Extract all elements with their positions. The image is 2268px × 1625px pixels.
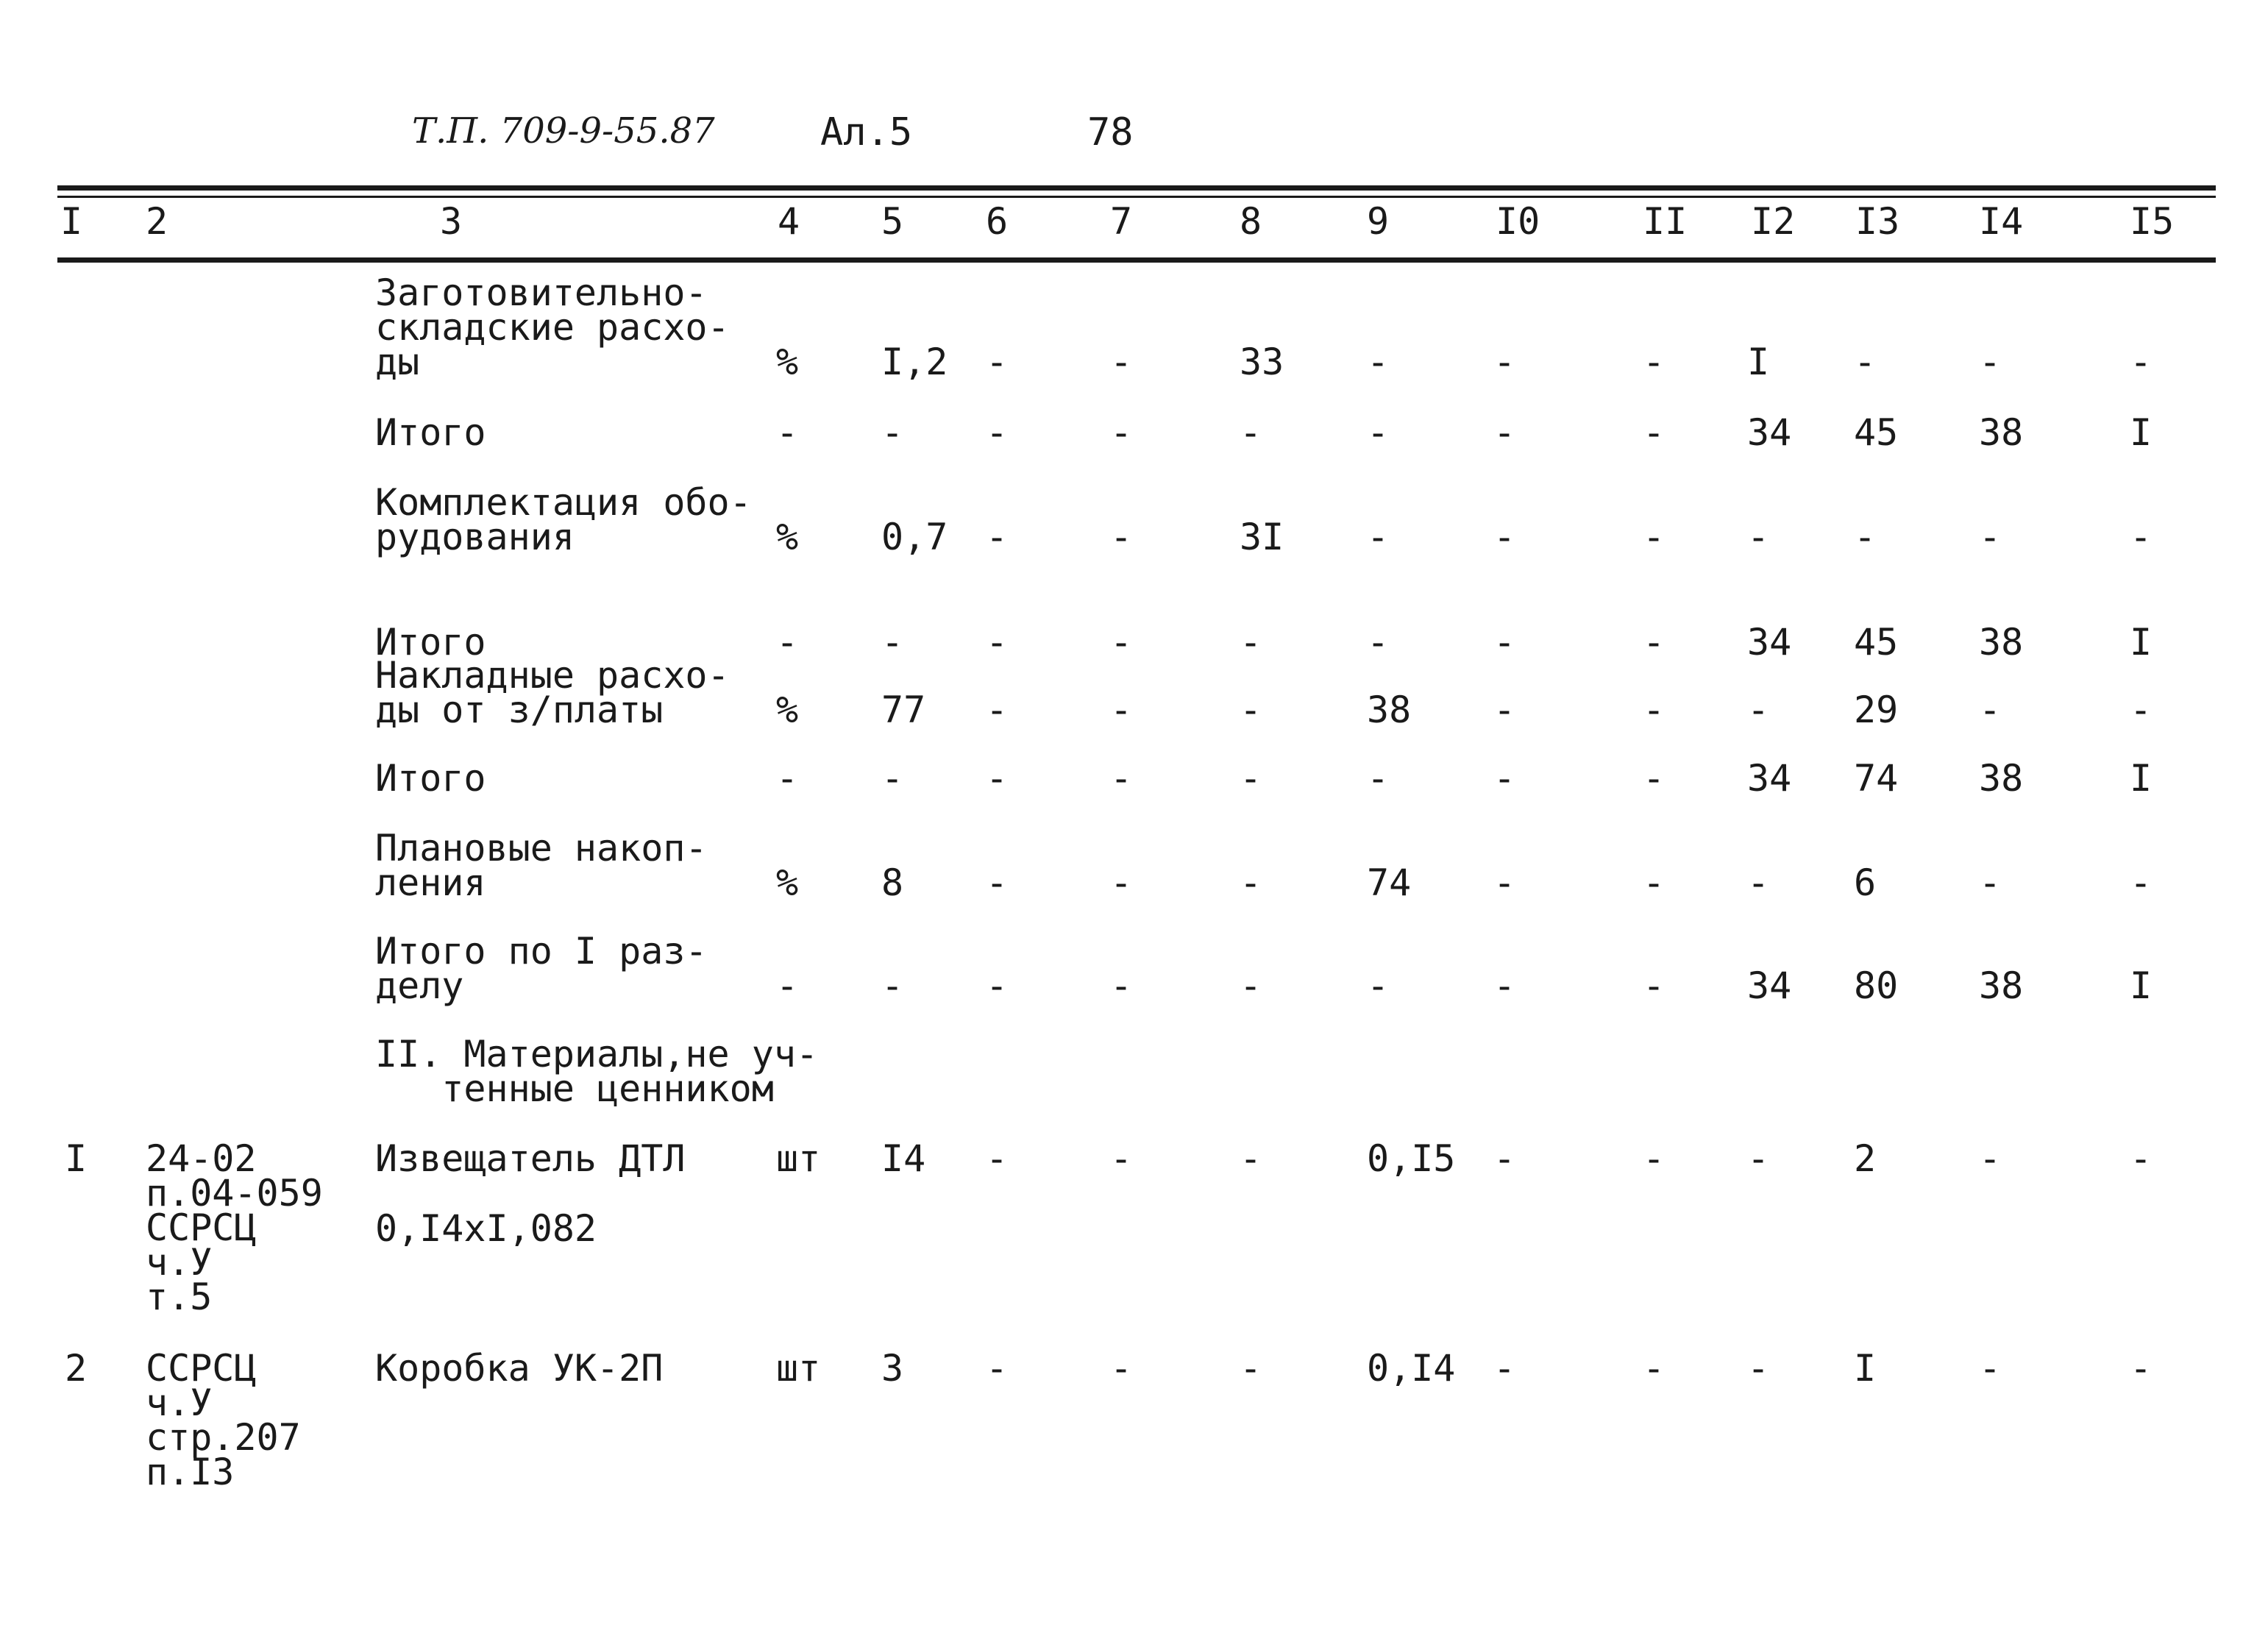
table-cell: 34 (1747, 621, 1792, 664)
table-cell: - (1240, 964, 1262, 1007)
table-cell: 29 (1854, 689, 1899, 731)
table-cell: - (1643, 964, 1666, 1007)
table-cell: 38 (1979, 964, 2024, 1007)
table-cell: - (1643, 621, 1666, 664)
table-cell: - (776, 621, 799, 664)
table-cell: - (1367, 411, 1390, 454)
table-cell: - (1979, 689, 2002, 731)
table-cell: - (1240, 1137, 1262, 1180)
table-cell: - (1110, 621, 1133, 664)
sheet-label: Ал.5 (820, 110, 913, 154)
table-cell: 38 (1979, 411, 2024, 454)
table-top-rule (57, 185, 2216, 191)
table-cell: - (1747, 861, 1770, 904)
table-cell: - (776, 411, 799, 454)
table-cell: - (986, 411, 1009, 454)
table-cell: шт (776, 1347, 821, 1390)
table-cell: - (1747, 1347, 1770, 1390)
table-cell: 34 (1747, 411, 1792, 454)
table-cell: % (776, 516, 799, 558)
table-cell: - (986, 757, 1009, 800)
item-number: 2 (65, 1347, 88, 1390)
table-cell: - (1643, 516, 1666, 558)
table-top-rule-thin (57, 196, 2216, 198)
table-cell: шт (776, 1137, 821, 1180)
doc-code: Т.П. 709-9-55.87 (412, 110, 715, 152)
table-cell: - (1493, 861, 1516, 904)
table-cell: - (1110, 411, 1133, 454)
table-cell: - (1110, 1137, 1133, 1180)
column-number: I0 (1496, 200, 1540, 243)
table-cell: 77 (881, 689, 926, 731)
table-cell: - (1240, 861, 1262, 904)
column-number: I4 (1979, 200, 2024, 243)
header-bottom-rule (57, 257, 2216, 263)
table-cell: - (1367, 621, 1390, 664)
table-cell: - (986, 1347, 1009, 1390)
table-cell: - (1240, 411, 1262, 454)
table-cell: 38 (1979, 757, 2024, 800)
table-cell: % (776, 341, 799, 383)
table-cell: - (1240, 689, 1262, 731)
table-cell: - (881, 757, 904, 800)
table-cell: - (1110, 689, 1133, 731)
table-cell: 3 (881, 1347, 904, 1390)
column-number: I3 (1855, 200, 1900, 243)
table-cell: - (1979, 341, 2002, 383)
table-cell: - (1110, 341, 1133, 383)
table-cell: I (2130, 757, 2153, 800)
item-name: Извещатель ДТЛ (375, 1137, 686, 1180)
table-cell: - (1979, 1347, 2002, 1390)
table-cell: - (1493, 411, 1516, 454)
column-number: 9 (1367, 200, 1390, 243)
table-cell: - (1240, 757, 1262, 800)
table-cell: 34 (1747, 757, 1792, 800)
table-cell: 2 (1854, 1137, 1877, 1180)
table-cell: - (776, 757, 799, 800)
row-label: Плановые накоп- ления (375, 827, 708, 904)
column-number: 4 (778, 200, 800, 243)
table-cell: - (1643, 1137, 1666, 1180)
row-label: Заготовительно- складские расхо- ды (375, 271, 730, 383)
table-cell: 38 (1979, 621, 2024, 664)
table-cell: - (1979, 516, 2002, 558)
table-cell: 80 (1854, 964, 1899, 1007)
table-cell: - (1240, 621, 1262, 664)
table-cell: - (1493, 689, 1516, 731)
table-cell: - (1110, 757, 1133, 800)
table-cell: - (1493, 341, 1516, 383)
table-cell: 34 (1747, 964, 1792, 1007)
row-label: Итого (375, 411, 486, 454)
table-cell: - (1854, 516, 1877, 558)
table-cell: I (2130, 411, 2153, 454)
table-cell: - (986, 689, 1009, 731)
row-label: Итого по I раз- делу (375, 930, 708, 1007)
table-cell: - (1493, 1137, 1516, 1180)
column-number: I2 (1751, 200, 1796, 243)
column-number: 7 (1110, 200, 1133, 243)
item-reference: 24-02 п.04-059 ССРСЦ ч.У т.5 (146, 1137, 323, 1318)
table-cell: - (1643, 1347, 1666, 1390)
table-cell: I (2130, 964, 2153, 1007)
table-cell: 45 (1854, 411, 1899, 454)
column-number: 6 (986, 200, 1009, 243)
table-cell: 3I (1240, 516, 1284, 558)
item-reference: ССРСЦ ч.У стр.207 п.I3 (146, 1347, 301, 1493)
table-cell: - (1643, 757, 1666, 800)
table-cell: - (986, 1137, 1009, 1180)
table-cell: 0,7 (881, 516, 948, 558)
table-cell: - (776, 964, 799, 1007)
table-cell: - (1367, 757, 1390, 800)
table-cell: - (986, 341, 1009, 383)
table-cell: - (881, 621, 904, 664)
row-label: Накладные расхо- ды от з/платы (375, 654, 730, 731)
table-cell: 6 (1854, 861, 1877, 904)
table-cell: - (1979, 861, 2002, 904)
table-cell: I,2 (881, 341, 948, 383)
table-cell: - (1979, 1137, 2002, 1180)
table-cell: - (1493, 1347, 1516, 1390)
table-cell: - (881, 411, 904, 454)
table-cell: - (1747, 689, 1770, 731)
table-cell: - (1493, 621, 1516, 664)
table-cell: - (2130, 341, 2153, 383)
column-number: 8 (1240, 200, 1262, 243)
table-cell: 0,I4 (1367, 1347, 1456, 1390)
page-number: 78 (1087, 110, 1134, 154)
table-cell: - (1493, 757, 1516, 800)
table-cell: - (2130, 1347, 2153, 1390)
table-cell: - (1747, 516, 1770, 558)
table-cell: - (881, 964, 904, 1007)
column-number: 5 (881, 200, 904, 243)
table-cell: I (1747, 341, 1770, 383)
table-cell: 38 (1367, 689, 1412, 731)
table-cell: - (2130, 1137, 2153, 1180)
table-cell: I4 (881, 1137, 926, 1180)
table-cell: - (1854, 341, 1877, 383)
table-cell: - (1747, 1137, 1770, 1180)
table-cell: I (2130, 621, 2153, 664)
item-name: Коробка УК-2П (375, 1347, 664, 1390)
table-cell: 33 (1240, 341, 1284, 383)
table-cell: - (1493, 964, 1516, 1007)
table-cell: 45 (1854, 621, 1899, 664)
table-cell: - (1110, 964, 1133, 1007)
table-cell: - (986, 964, 1009, 1007)
row-label: Итого (375, 757, 486, 800)
table-cell: I (1854, 1347, 1877, 1390)
table-cell: - (1643, 341, 1666, 383)
table-cell: % (776, 689, 799, 731)
table-cell: - (1643, 411, 1666, 454)
table-cell: 8 (881, 861, 904, 904)
table-cell: - (1110, 861, 1133, 904)
table-cell: - (1240, 1347, 1262, 1390)
row-label: Итого (375, 621, 486, 664)
table-cell: - (1643, 689, 1666, 731)
table-cell: 74 (1367, 861, 1412, 904)
table-cell: - (1643, 861, 1666, 904)
item-number: I (65, 1137, 88, 1180)
table-cell: - (1493, 516, 1516, 558)
table-cell: - (2130, 861, 2153, 904)
table-cell: - (1367, 516, 1390, 558)
column-number: 2 (146, 200, 168, 243)
row-label: Комплектация обо- рудования (375, 481, 752, 558)
table-cell: - (2130, 516, 2153, 558)
table-cell: 74 (1854, 757, 1899, 800)
item-formula: 0,I4xI,082 (375, 1207, 597, 1250)
column-number: I (60, 200, 83, 243)
table-cell: 0,I5 (1367, 1137, 1456, 1180)
column-number: II (1643, 200, 1688, 243)
table-cell: - (986, 621, 1009, 664)
table-cell: - (1110, 516, 1133, 558)
table-cell: - (2130, 689, 2153, 731)
table-cell: % (776, 861, 799, 904)
table-cell: - (986, 861, 1009, 904)
column-number: I5 (2130, 200, 2175, 243)
column-number: 3 (440, 200, 463, 243)
table-cell: - (1367, 341, 1390, 383)
table-cell: - (1367, 964, 1390, 1007)
table-cell: - (1110, 1347, 1133, 1390)
section-heading: II. Материалы,не уч- тенные ценником (375, 1033, 819, 1110)
table-cell: - (986, 516, 1009, 558)
